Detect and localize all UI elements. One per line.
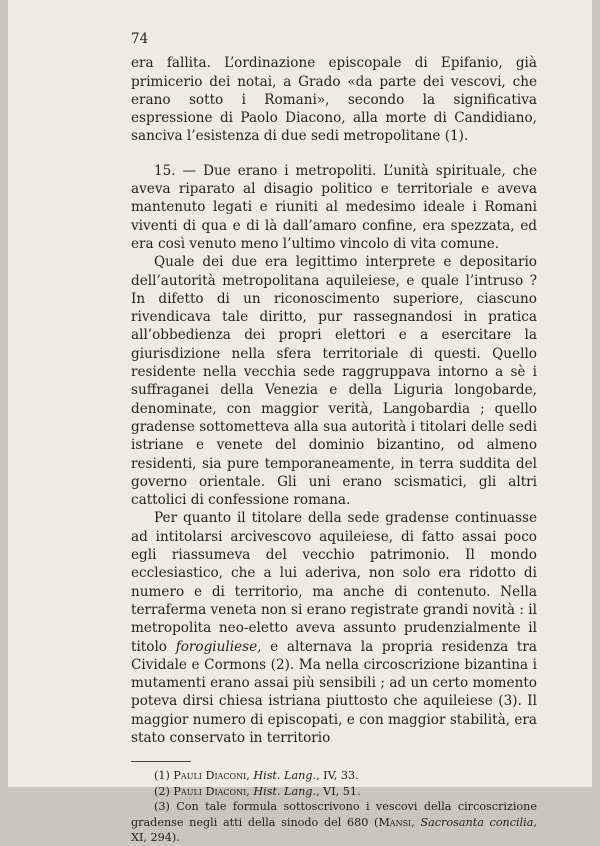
footnote-rule [131, 761, 191, 762]
page-number: 74 [131, 31, 149, 47]
text-block [131, 30, 537, 846]
footnote-3: (3) Con tale formula sottoscrivono i vescovi della circoscrizione gradense negli atti della sinodo del 680 (Mansi, Sacrosanta concilia, XI, 294). [131, 800, 537, 845]
paragraph-4: Per quanto il titolare della sede gradense continuasse ad intitolarsi arcivescovo aquileiese, di fatto assai poco egli riassumeva del vecchio patrimonio. Il mondo ecclesiastico, che a lui aderiva, non solo era ridotto di numero e di territorio, ma anche di contenuto. Nella terraferma veneta non si erano registrate grandi novità : il metropolita neo-eletto aveva assunto prudenzialmente il titolo forogiuliese, e alternava la propria residenza tra Cividale e Cormons (2). Ma nella circoscrizione bizantina i mutamenti erano assai più sensibili ; ad un certo momento poteva dirsi chiesa istriana piuttosto che aquileiese (3). Il maggior numero di episcopati, e con maggior stabilità, era stato conservato in territorio [131, 510, 537, 746]
book-page [8, 0, 592, 845]
footnote-1: (1) Pauli Diaconi, Hist. Lang., IV, 33. [154, 769, 359, 783]
paragraph-2: 15. — Due erano i metropoliti. L’unità spirituale, che aveva riparato al disagio politico e territoriale e aveva mantenuto legati e riuniti al medesimo ideale i Romani viventi di qua e di là dall’amaro confine, era spezzata, ed era così venuto meno l’ultimo vincolo di vita comune. [131, 162, 537, 252]
paragraph-3: Quale dei due era legittimo interprete e depositario dell’autorità metropolitana aquileiese, e quale l’intruso ? In difetto di un riconoscimento superiore, ciascuno rivendicava tale diritto, pur rassegnandosi in pratica all’obbedienza dei propri elettori e a esercitare la giurisdizione nella sfera territoriale di questi. Quello residente nella vecchia sede raggruppava intorno a sè i suffraganei della Venezia e della Liguria longobarde, denominate, con maggior verità, Langobardia ; quello gradense sottometteva alla sua autorità i titolari delle sedi istriane e venete del dominio bizantino, od almeno residenti, sia pure temporaneamente, in terra suddita del governo orientale. Gli uni erano scismatici, gli altri cattolici di confessione romana. [131, 254, 537, 509]
footnote-2: (2) Pauli Diaconi, Hist. Lang., VI, 51. [154, 784, 361, 798]
paragraph-1: era fallita. L’ordinazione episcopale di Epifanio, già primicerio dei notai, a Grado «da parte dei vescovi, che erano sotto i Romani», secondo la significativa espressione di Paolo Diacono, alla morte di Candidiano, sanciva l’esistenza di due sedi metropolitane (1). [131, 55, 537, 145]
